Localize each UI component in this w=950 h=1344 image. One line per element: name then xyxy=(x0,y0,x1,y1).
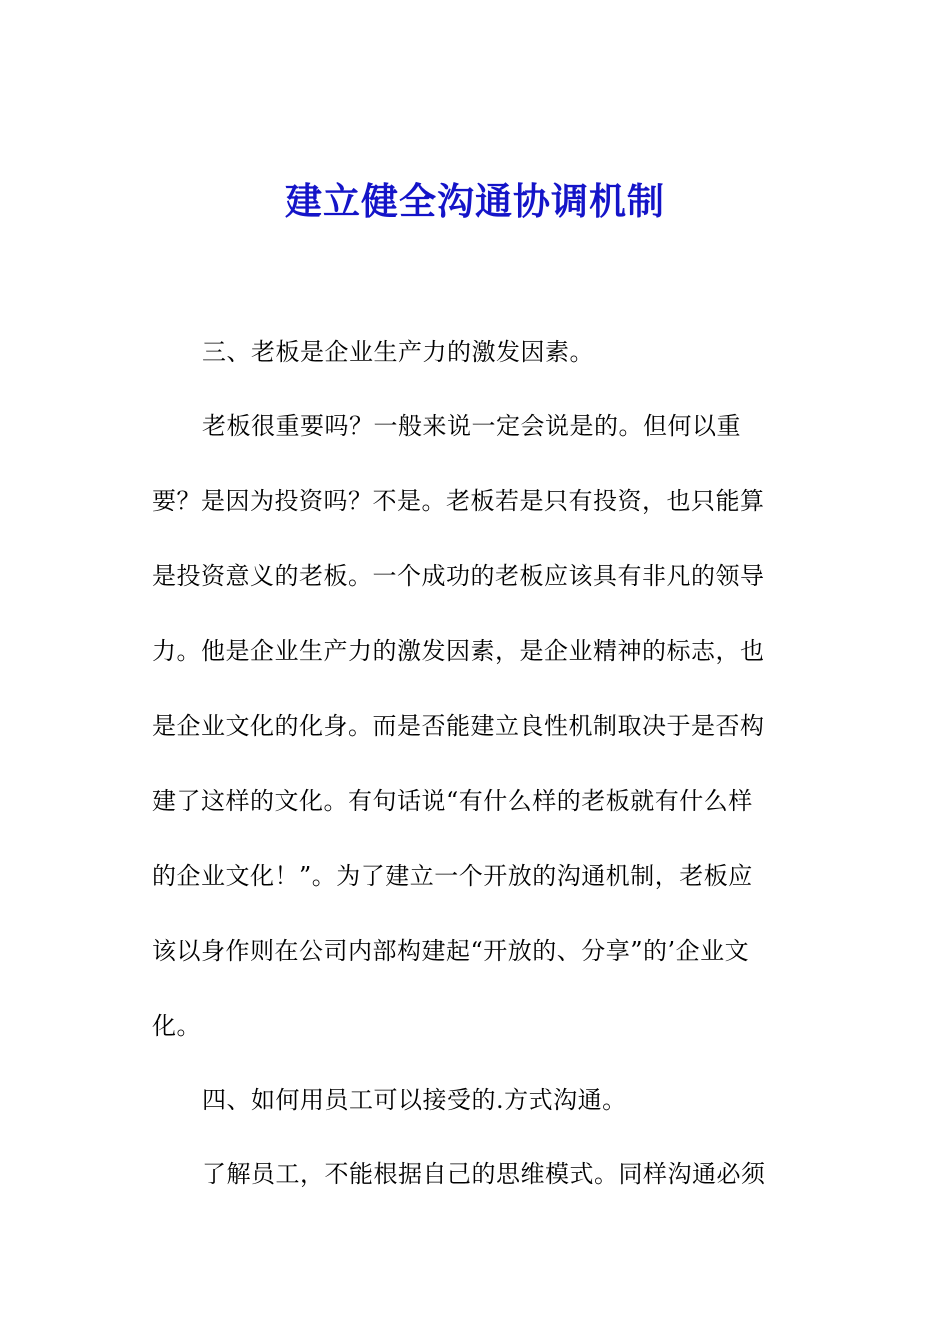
paragraph-line: 老板很重要吗？一般来说一定会说是的。但何以重 xyxy=(202,412,741,440)
paragraph-line: 的企业文化！”。为了建立一个开放的沟通机制，老板应 xyxy=(152,862,753,890)
paragraph-line: 力。他是企业生产力的激发因素，是企业精神的标志，也 xyxy=(152,637,765,665)
paragraph-line: 是企业文化的化身。而是否能建立良性机制取决于是否构 xyxy=(152,712,765,740)
section-heading-3: 三、老板是企业生产力的激发因素。 xyxy=(202,338,594,366)
paragraph-line: 建了这样的文化。有句话说“有什么样的老板就有什么样 xyxy=(152,787,753,815)
paragraph-line: 该以身作则在公司内部构建起“开放的、分享”的’企业文 xyxy=(152,937,750,965)
document-title: 建立健全沟通协调机制 xyxy=(285,180,665,223)
paragraph-line: 化。 xyxy=(152,1012,201,1040)
section-heading-4: 四、如何用员工可以接受的.方式沟通。 xyxy=(202,1086,627,1114)
paragraph-line: 了解员工，不能根据自己的思维模式。同样沟通必须 xyxy=(202,1160,766,1188)
paragraph-line: 是投资意义的老板。一个成功的老板应该具有非凡的领导 xyxy=(152,562,765,590)
paragraph-line: 要？是因为投资吗？不是。老板若是只有投资，也只能算 xyxy=(152,487,765,515)
